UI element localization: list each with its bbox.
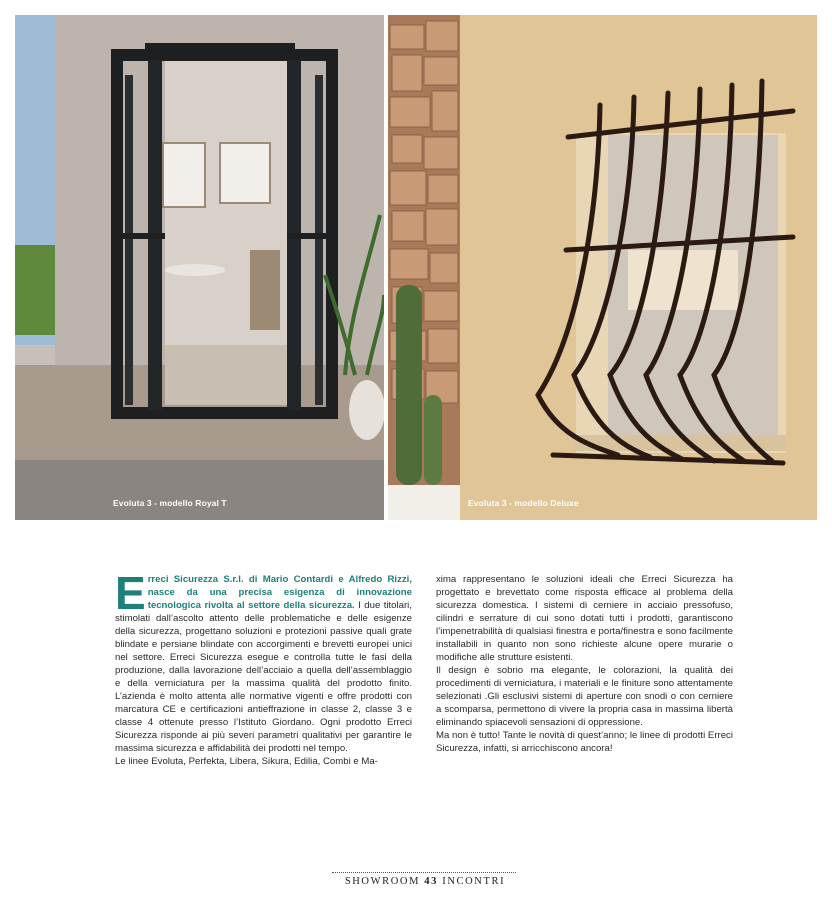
article-column-left [115,567,412,768]
photo-caption-left: Evoluta 3 - modello Royal T [113,498,227,508]
article-paragraph-2-cont: xima rappresentano le soluzioni ideali che Erreci Sicurezza ha progettato e brevettato come risposta efficace al problema della sicurezza domestica. I sistemi di cerniere in acciaio pressofuso, cilindri e serrature di cui sono dotati tutti i prodotti, garantiscono l’impenetrabilità di qualsiasi finestra e porta/finestra e sono facilmente installabili in quanto non sono richieste alcune opere murarie o modifiche alle strutture esistenti. [436,574,733,663]
article-paragraph-1-rest: I due titolari, stimolati dall’ascolto attento delle problematiche e delle esigenze della sicurezza, progettano soluzioni e protezioni passive quali grate blindate e persiane blindate con accorgimenti e brevetti europei unici nel settore. Erreci Sicurezza esegue e controlla tutte le fasi della produzione, dalla lavorazione dell’acciaio a quella dell’assemblaggio e della verniciatura per la massima qualità del prodotto finito. L’azienda è molto attenta alle normative vigenti e offre prodotti con marcatura CE e certificazioni antieffrazione in classe 2, classe 3 e classe 4 ottenute presso l’Istituto Giordano. Ogni prodotto Erreci Sicurezza risponde ai più severi parametri qualitativi per garantire le massima sicurezza e affidabilità dei prodotti nel tempo. [115,600,412,754]
article-paragraph-1 [115,567,412,755]
page-footer [330,876,520,887]
article-lead: rreci Sicurezza S.r.l. di Mario Contardi e Alfredo Rizzi, nasce da una precisa esigenza di innovazione tecnologica rivolta al settore della sicurezza. [147,574,412,611]
drop-cap: E [115,567,146,619]
window-grate-illustration [388,15,817,520]
article-paragraph-3: Il design è sobrio ma elegante, le colorazioni, la qualità dei procedimenti di verniciatura, i materiali e le finiture sono attentamente selezionati .Gli esclusivi sistemi di aperture con snodi o con cerniere a scomparsa, permettono di vivere la propria casa in massima libertà eliminando spiacevoli sensazioni di oppressione. [436,665,733,728]
footer-section-name: INCONTRI [442,876,506,887]
footer-divider [332,872,516,873]
footer-magazine-name: SHOWROOM [344,876,421,887]
photo-caption-right: Evoluta 3 - modello Deluxe [468,498,579,508]
article-column-right [436,573,733,755]
photo-royal-t [15,15,384,520]
photo-deluxe [388,15,817,520]
article-paragraph-2-start: Le linee Evoluta, Perfekta, Libera, Sikura, Edilia, Combi e Ma- [115,756,378,767]
security-door-illustration [15,15,384,520]
page-number: 43 [424,876,438,887]
article-paragraph-4: Ma non è tutto! Tante le novità di quest’anno; le linee di prodotti Erreci Sicurezza, infatti, si arricchiscono ancora! [436,730,733,754]
